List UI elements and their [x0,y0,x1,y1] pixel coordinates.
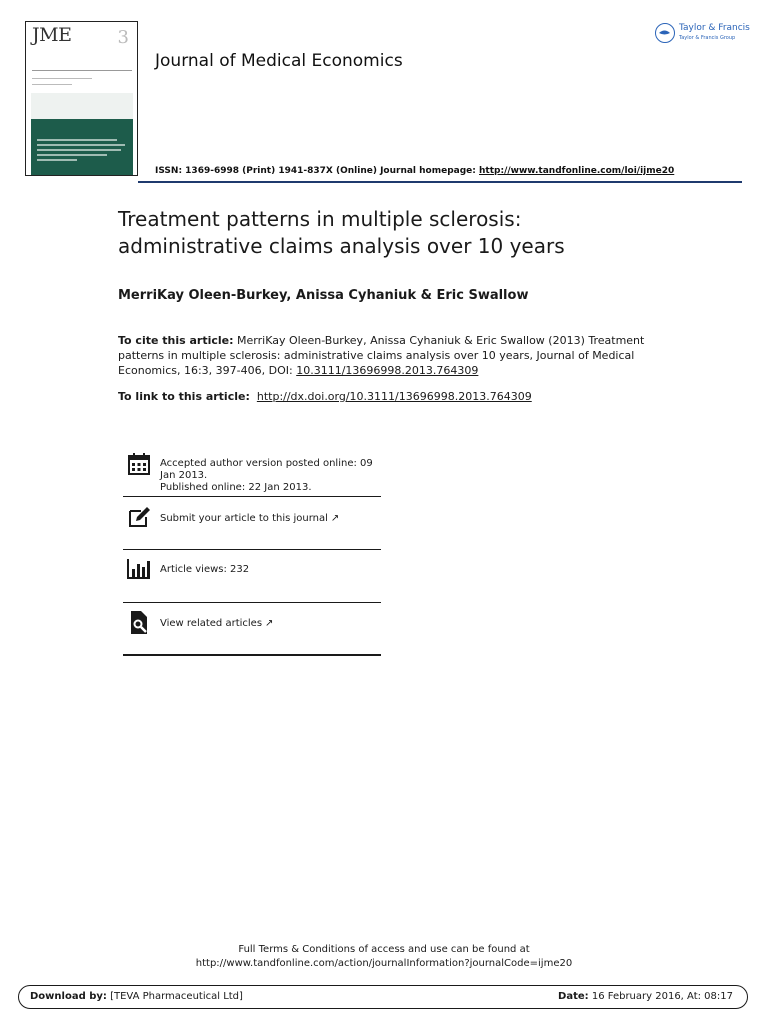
info-divider [123,602,381,603]
cite-text: MerriKay Oleen-Burkey, Anissa Cyhaniuk & Eric Swallow (2013) Treatment patterns in multiple sclerosis: administrative claims analysis over 10 years, Journal of Medical Economics, 16:3, 397-406, DOI: [118,334,645,377]
download-info-bar [18,985,748,1009]
article-doi-link[interactable]: http://dx.doi.org/10.3111/13696998.2013.764309 [256,390,532,403]
issn-text: ISSN: 1369-6998 (Print) 1941-837X (Online) Journal homepage: [155,166,480,176]
article-authors: MerriKay Oleen-Burkey, Anissa Cyhaniuk & Eric Swallow [118,288,529,303]
calendar-icon [127,452,151,476]
external-link-icon: ↗ [265,618,274,629]
cite-label: To cite this article: [118,334,234,347]
cover-contents-panel [31,93,133,119]
link-label: To link to this article: [118,390,250,403]
submit-article-link[interactable]: Submit your article to this journal [160,513,328,524]
download-date: Date: 16 February 2016, At: 08:17 [558,991,733,1002]
publisher-group: Taylor & Francis Group [679,35,736,41]
download-by: Download by: [TEVA Pharmaceutical Ltd] [30,991,243,1002]
issn-line [155,166,674,176]
cover-logo: JME [32,24,72,46]
terms-url[interactable]: http://www.tandfonline.com/action/journalInformation?journalCode=ijme20 [195,958,573,969]
info-divider [123,654,381,656]
cover-text-line [32,84,72,85]
publisher-logo[interactable] [655,23,755,47]
publication-dates-row [123,452,381,496]
cover-green-panel [31,119,133,175]
related-articles-row[interactable] [123,610,381,640]
journal-cover-thumbnail [25,21,138,176]
terms-line: Full Terms & Conditions of access and use can be found at [238,944,530,955]
terms-notice [0,943,768,971]
article-title-line: Treatment patterns in multiple sclerosis: [118,207,522,231]
cover-text-line [32,78,92,79]
header-divider [138,181,742,183]
journal-homepage-link[interactable]: http://www.tandfonline.com/loi/ijme20 [479,166,675,176]
document-search-icon [127,610,151,634]
article-views-row [123,557,381,587]
article-title-line: administrative claims analysis over 10 years [118,234,565,258]
journal-title: Journal of Medical Economics [155,51,403,71]
publisher-logo-icon [655,23,675,43]
submit-article-row[interactable] [123,505,381,535]
publisher-name: Taylor & Francis [679,23,750,33]
edit-icon [127,505,151,529]
cover-rule [32,70,132,71]
article-link-block [118,389,658,404]
cite-doi-link[interactable]: 10.3111/13696998.2013.764309 [296,364,479,377]
related-articles-link[interactable]: View related articles [160,618,263,629]
article-views: Article views: 232 [160,564,250,575]
accepted-date: Accepted author version posted online: 09 Jan 2013. [160,458,373,481]
external-link-icon: ↗ [330,513,340,524]
bar-chart-icon [127,557,151,581]
info-divider [123,549,381,550]
article-title [118,206,678,260]
citation-block [118,333,658,378]
published-date: Published online: 22 Jan 2013. [160,482,312,493]
cover-issue-number: 3 [117,27,129,48]
info-divider [123,496,381,497]
